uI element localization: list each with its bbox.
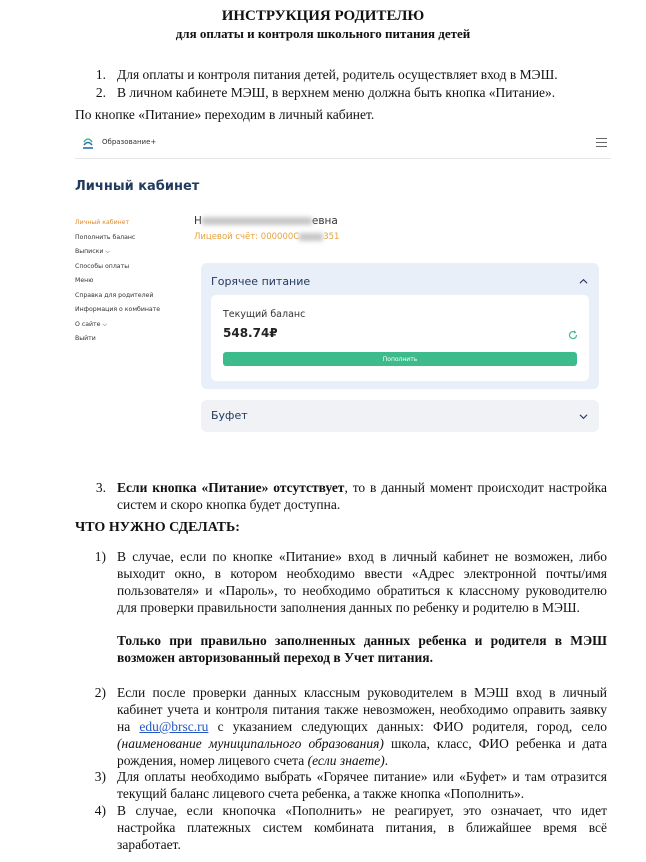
step-2: Если после проверки данных классным руководителем в МЭШ вход в личный кабинет учета и контроля питания также невозможен, необходимо оправить заявку на edu@brsc.ru с указанием следующих данных: ФИО родителя, город, село (наименование муниципального образования) школа, класс, ФИО ребенка и дата рождения, номер лицевого счета (если знаете). xyxy=(117,685,608,768)
step-number: 2) xyxy=(94,685,106,700)
redacted-account xyxy=(299,233,323,241)
menu-item-plant-info[interactable]: Информация о комбинате xyxy=(75,306,161,313)
brand-name: Образование+ xyxy=(102,138,157,146)
embedded-screenshot xyxy=(75,128,611,440)
step-1-note: Только при правильно заполненных данных ребенка и родителя в МЭШ возможен авторизованный переход в Учет питания. xyxy=(117,633,607,665)
document-subtitle: для оплаты и контроля школьного питания детей xyxy=(175,26,471,41)
support-email-link[interactable]: edu@brsc.ru xyxy=(139,719,209,734)
cabinet-title: Личный кабинет xyxy=(75,179,200,194)
balance-label: Текущий баланс xyxy=(223,309,306,320)
step-number: 3) xyxy=(94,769,106,784)
balance-value: 548.74₽ xyxy=(223,326,278,340)
item-number: 2. xyxy=(95,85,106,100)
hot-meal-title[interactable]: Горячее питание xyxy=(211,275,311,288)
user-name: Н евна xyxy=(194,215,338,227)
menu-item-logout[interactable]: Выйти xyxy=(75,335,96,342)
chevron-up-icon[interactable] xyxy=(579,277,588,286)
menu-item-cabinet[interactable]: Личный кабинет xyxy=(75,219,130,226)
step-4: В случае, если кнопочка «Пополнить» не реагирует, это означает, что идет настройка платежных систем комбината питания, в ближайшее время всё заработает. xyxy=(117,803,607,852)
paragraph-after: По кнопке «Питание» переходим в личный кабинет. xyxy=(75,107,375,122)
step-1: В случае, если по кнопке «Питание» вход в личный кабинет не возможен, либо выходит окно, в котором необходимо ввести «Адрес электронной почты/имя пользователя» и «Пароль», то необходимо обратиться к классному руководителю для проверки правильности заполнения данных по ребенку и родителю в МЭШ. xyxy=(117,549,607,615)
step-number: 1) xyxy=(94,549,106,564)
topup-button[interactable]: Пополнить xyxy=(223,352,577,366)
chevron-down-icon: ⌵ xyxy=(105,248,111,255)
site-header xyxy=(75,128,611,159)
hot-meal-panel xyxy=(201,263,599,389)
logo-icon xyxy=(81,136,95,150)
item-3: Если кнопка «Питание» отсутствует, то в данный момент происходит настройка систем и скоро кнопка будет доступна. xyxy=(117,480,607,512)
redacted-name xyxy=(202,217,312,225)
buffet-panel[interactable] xyxy=(201,400,599,432)
item-2: В личном кабинете МЭШ, в верхнем меню должна быть кнопка «Питание». xyxy=(117,85,556,100)
account-number: Лицевой счёт: 000000С 351 xyxy=(194,232,340,242)
item-number: 1. xyxy=(95,67,106,82)
menu-item-menu[interactable]: Меню xyxy=(75,277,94,284)
document-title: ИНСТРУКЦИЯ РОДИТЕЛЮ xyxy=(221,8,425,24)
sidebar-menu xyxy=(75,216,185,347)
item-number: 3. xyxy=(95,480,106,495)
chevron-down-icon[interactable] xyxy=(579,412,588,421)
menu-item-about[interactable]: О сайте ⌵ xyxy=(75,320,108,328)
menu-item-help[interactable]: Справка для родителей xyxy=(75,291,154,299)
menu-item-statements[interactable]: Выписки ⌵ xyxy=(75,248,111,255)
what-to-do-heading: ЧТО НУЖНО СДЕЛАТЬ: xyxy=(75,520,240,535)
buffet-title: Буфет xyxy=(211,409,248,422)
step-number: 4) xyxy=(94,803,106,818)
menu-item-topup[interactable]: Пополнить баланс xyxy=(75,233,136,241)
refresh-icon[interactable] xyxy=(568,330,578,340)
hamburger-menu-icon[interactable] xyxy=(596,138,607,147)
step-3: Для оплаты необходимо выбрать «Горячее питание» или «Буфет» и там отразится текущий баланс лицевого счета ребенка, а также кнопка «Пополнить». xyxy=(117,769,607,801)
item-1: Для оплаты и контроля питания детей, родитель осуществляет вход в МЭШ. xyxy=(117,67,558,82)
chevron-down-icon: ⌵ xyxy=(102,320,108,328)
menu-item-payment-methods[interactable]: Способы оплаты xyxy=(75,262,130,270)
balance-card xyxy=(211,295,589,381)
